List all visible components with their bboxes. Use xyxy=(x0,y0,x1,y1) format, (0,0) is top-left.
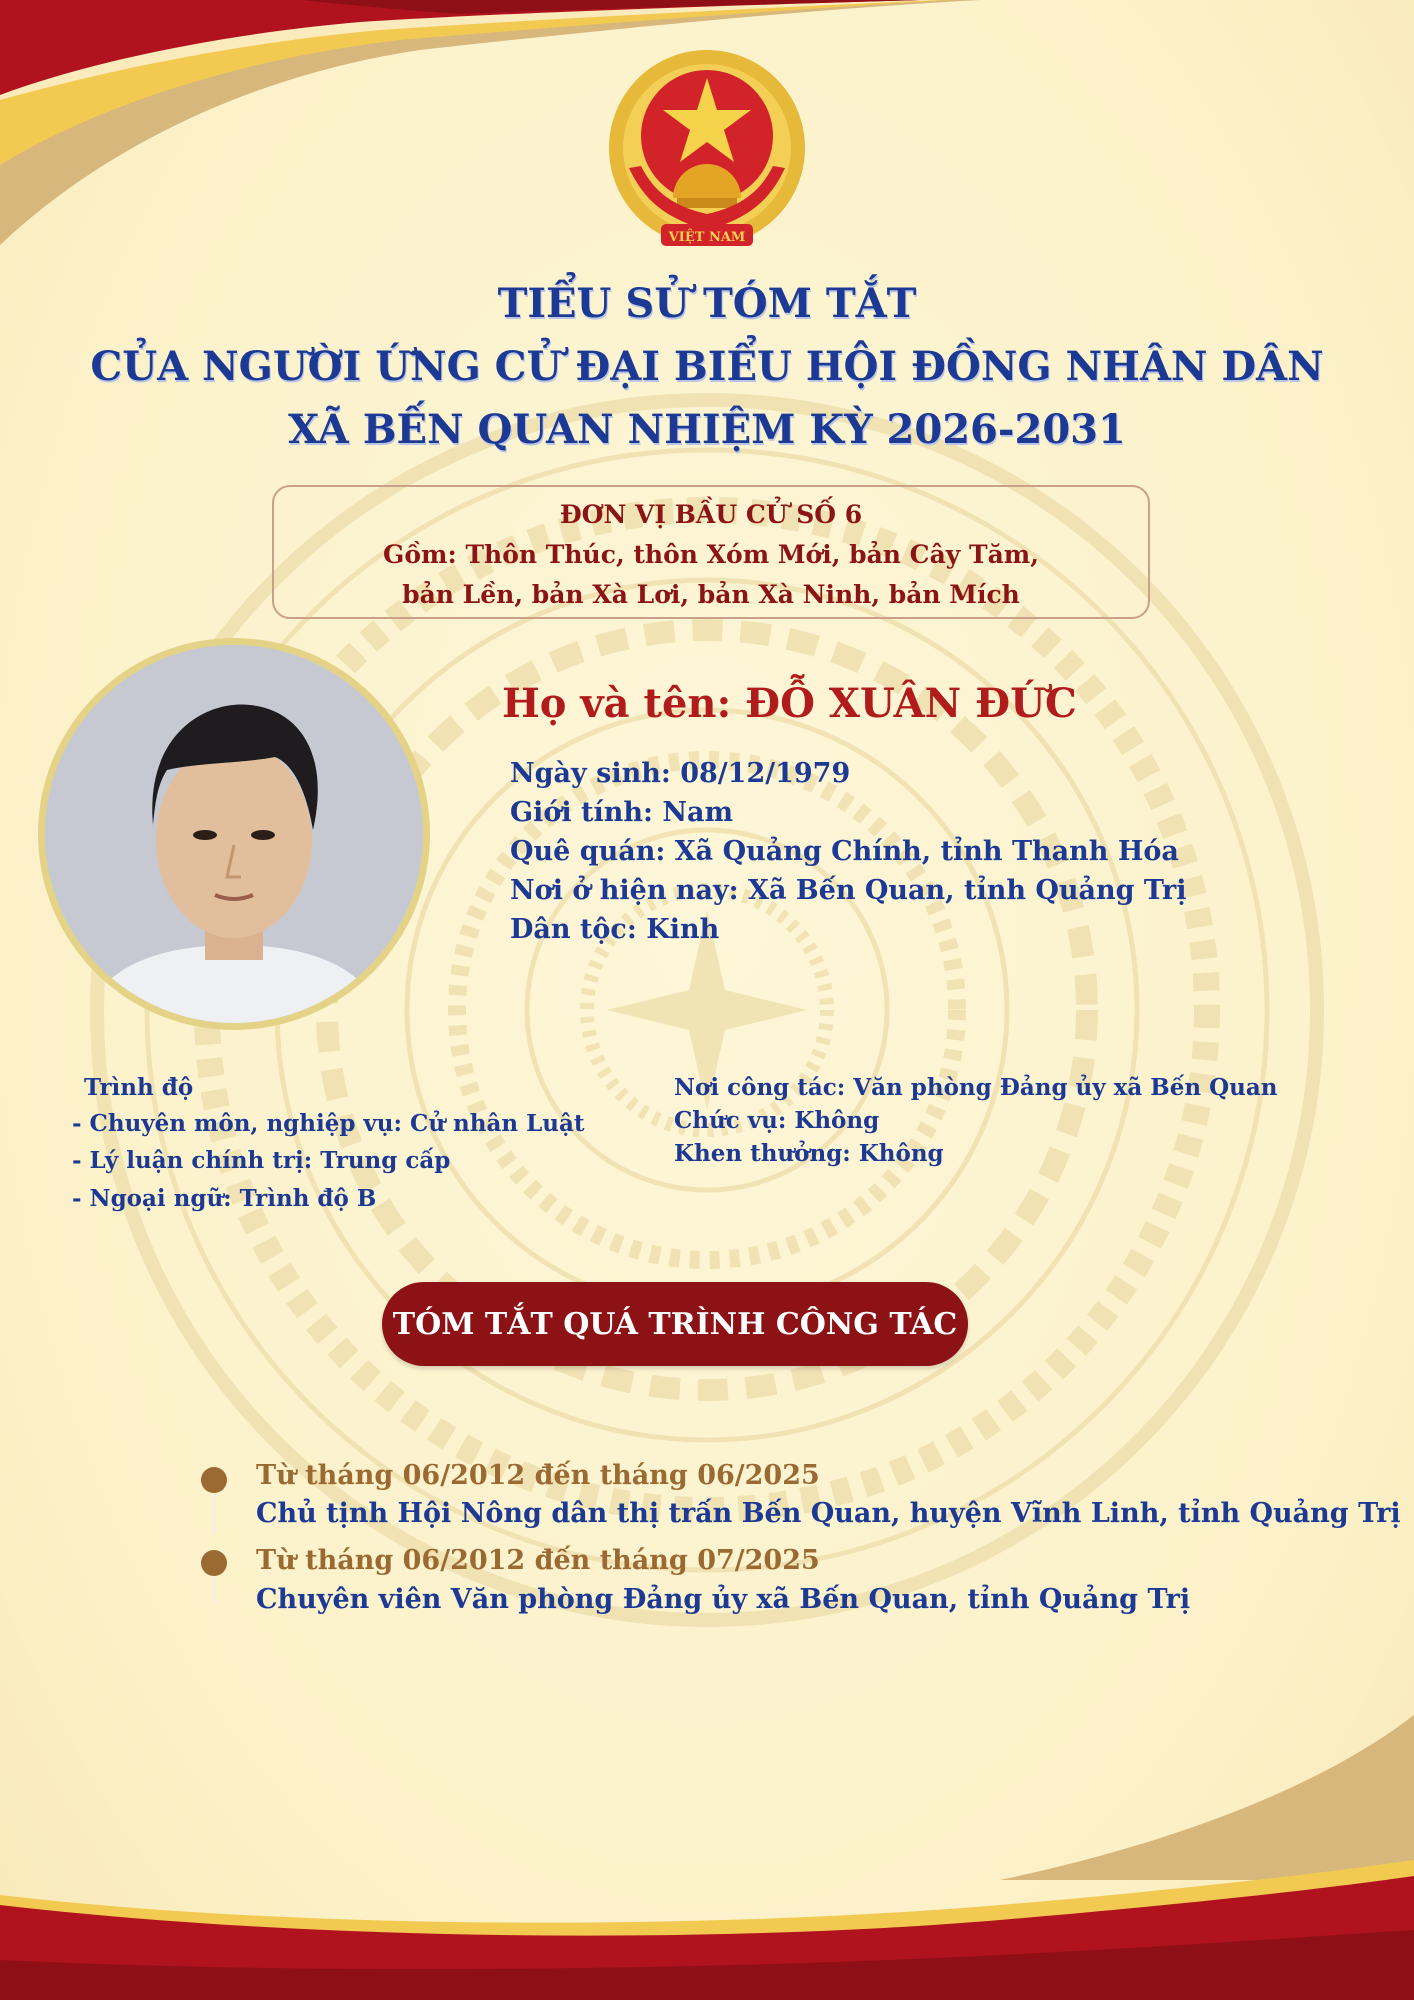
ethnicity: Dân tộc: Kinh xyxy=(510,914,720,945)
candidate-photo-frame xyxy=(38,638,430,1030)
timeline-date: Từ tháng 06/2012 đến tháng 07/2025 xyxy=(256,1545,820,1576)
page-subtitle-term: XÃ BẾN QUAN NHIỆM KỲ 2026-2031 xyxy=(288,406,1126,453)
workplace: Nơi công tác: Văn phòng Đảng ủy xã Bến Quan xyxy=(674,1074,1278,1101)
birth-date: Ngày sinh: 08/12/1979 xyxy=(510,758,851,789)
timeline-date: Từ tháng 06/2012 đến tháng 06/2025 xyxy=(256,1460,820,1491)
page-subtitle: CỦA NGƯỜI ỨNG CỬ ĐẠI BIỂU HỘI ĐỒNG NHÂN DÂN xyxy=(90,343,1324,390)
district-number: ĐƠN VỊ BẦU CỬ SỐ 6 xyxy=(559,500,863,529)
gender: Giới tính: Nam xyxy=(510,797,734,828)
candidate-name: Họ và tên: ĐỖ XUÂN ĐỨC xyxy=(502,680,1077,727)
candidate-photo xyxy=(45,645,423,1023)
education-language: - Ngoại ngữ: Trình độ B xyxy=(72,1185,377,1212)
electoral-district-box xyxy=(272,485,1150,619)
timeline-dot-icon xyxy=(201,1550,227,1576)
hometown: Quê quán: Xã Quảng Chính, tỉnh Thanh Hóa xyxy=(510,836,1179,867)
timeline-connector xyxy=(213,1576,216,1604)
work-history-heading-button: TÓM TẮT QUÁ TRÌNH CÔNG TÁC xyxy=(382,1282,968,1366)
district-areas-line1: Gồm: Thôn Thúc, thôn Xóm Mới, bản Cây Tăm, xyxy=(383,540,1039,569)
timeline-description: Chủ tịnh Hội Nông dân thị trấn Bến Quan, huyện Vĩnh Linh, tỉnh Quảng Trị xyxy=(256,1498,1401,1529)
svg-text:VIỆT NAM: VIỆT NAM xyxy=(668,230,746,245)
timeline-connector xyxy=(213,1494,216,1534)
position: Chức vụ: Không xyxy=(674,1107,880,1134)
timeline-description: Chuyên viên Văn phòng Đảng ủy xã Bến Quan, tỉnh Quảng Trị xyxy=(256,1584,1191,1615)
timeline-dot-icon xyxy=(201,1467,227,1493)
national-emblem-icon xyxy=(603,48,811,256)
education-heading: Trình độ xyxy=(84,1074,194,1101)
awards: Khen thưởng: Không xyxy=(674,1140,944,1167)
education-politics: - Lý luận chính trị: Trung cấp xyxy=(72,1147,451,1174)
current-residence: Nơi ở hiện nay: Xã Bến Quan, tỉnh Quảng Trị xyxy=(510,875,1187,906)
page-title: TIỂU SỬ TÓM TẮT xyxy=(497,280,917,327)
education-major: - Chuyên môn, nghiệp vụ: Cử nhân Luật xyxy=(72,1110,585,1137)
district-areas-line2: bản Lền, bản Xà Lơi, bản Xà Ninh, bản Mích xyxy=(402,580,1020,609)
